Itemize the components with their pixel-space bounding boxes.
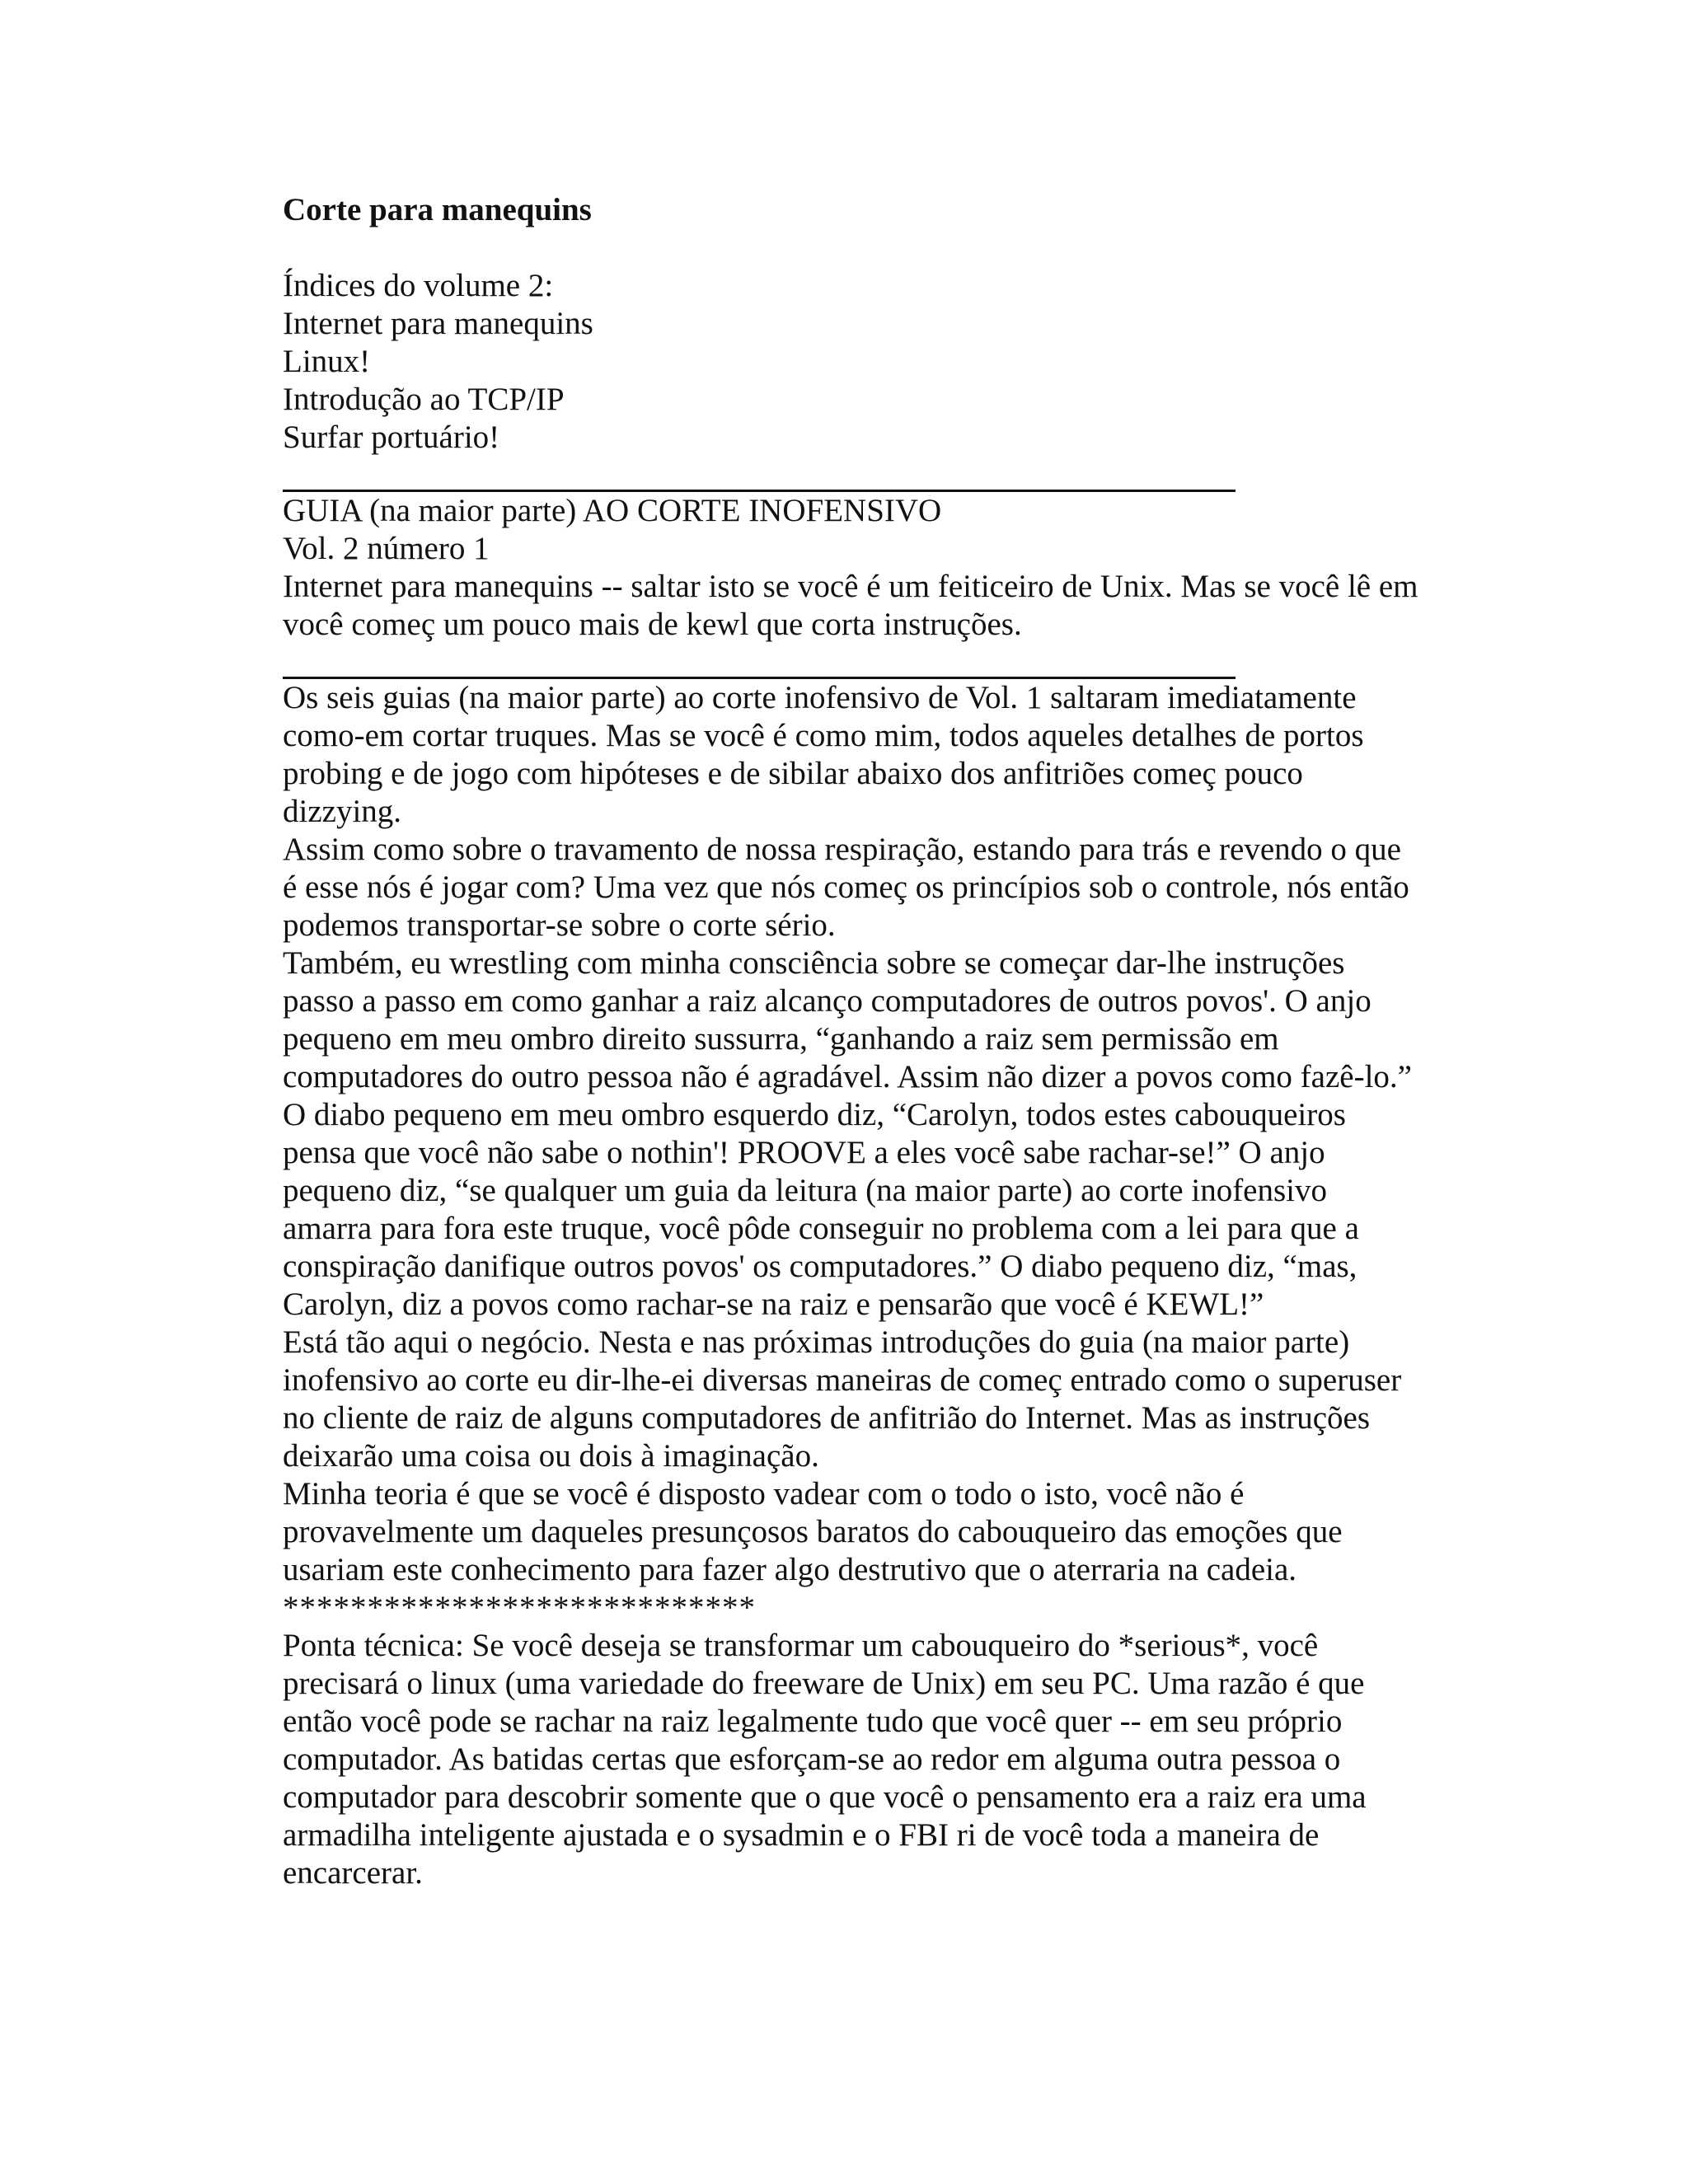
toc-item: Introdução ao TCP/IP [283,382,565,417]
toc-item: Linux! [283,344,371,379]
guide-title: GUIA (na maior parte) AO CORTE INOFENSIVO [283,493,942,528]
table-of-contents [283,267,1420,457]
document-page [283,191,1420,1892]
paragraph: Assim como sobre o travamento de nossa respiração, estando para trás e revendo o que é esse nós é jogar com? Uma vez que nós começ os princípios sob o controle, nós então podemos transportar-se sobre o corte sério. [283,832,1409,943]
document-title: Corte para manequins [283,192,592,227]
horizontal-rule [283,457,1236,492]
paragraph: Minha teoria é que se você é disposto vadear com o todo o isto, você não é provavelmente um daqueles presunçosos baratos do cabouqueiro das emoções que usariam este conhecimento para fazer algo destrutivo que o aterraria na cadeia. [283,1476,1343,1587]
issue-number: Vol. 2 número 1 [283,531,490,566]
paragraph: Está tão aqui o negócio. Nesta e nas próximas introduções do guia (na maior parte) inofensivo ao corte eu dir-lhe-ei diversas maneiras de começ entrado como o superuser no cliente de raiz de alguns computadores de anfitrião do Internet. Mas as instruções deixarão uma coisa ou dois à imaginação. [283,1324,1402,1474]
paragraph: Também, eu wrestling com minha consciência sobre se começar dar-lhe instruções passo a passo em como ganhar a raiz alcanço computadores de outros povos'. O anjo pequeno em meu ombro direito sussurra, “ganhando a raiz sem permissão em computadores do outro pessoa não é agradável. Assim não dizer a povos como fazê-lo.” O diabo pequeno em meu ombro esquerdo diz, “Carolyn, todos estes cabouqueiros pensa que você não sabe o nothin'! PROOVE a eles você sabe rachar-se!” O anjo pequeno diz, “se qualquer um guia da leitura (na maior parte) ao corte inofensivo amarra para fora este truque, você pôde conseguir no problema com a lei para que a conspiração danifique outros povos' os computadores.” O diabo pequeno diz, “mas, Carolyn, diz a povos como rachar-se na raiz e pensarão que você é KEWL!” [283,945,1412,1322]
technical-tip: Ponta técnica: Se você deseja se transformar um cabouqueiro do *serious*, você precisará o linux (uma variedade do freeware de Unix) em seu PC. Uma razão é que então você pode se rachar na raiz legalmente tudo que você quer -- em seu próprio computador. As batidas certas que esforçam-se ao redor em alguma outra pessoa o computador para descobrir somente que o que você o pensamento era a raiz era uma armadilha inteligente ajustada e o sysadmin e o FBI ri de você toda a maneira de encarcerar. [283,1628,1367,1891]
asterisk-separator: **************************** [283,1590,756,1625]
paragraph: Os seis guias (na maior parte) ao corte inofensivo de Vol. 1 saltaram imediatamente como-em cortar truques. Mas se você é como mim, todos aqueles detalhes de portos probing e de jogo com hipóteses e de sibilar abaixo dos anfitriões começ pouco dizzying. [283,680,1364,829]
toc-item: Surfar portuário! [283,419,500,455]
issue-summary: Internet para manequins -- saltar isto se você é um feiticeiro de Unix. Mas se você lê em você começ um pouco mais de kewl que corta instruções. [283,569,1418,642]
toc-heading: Índices do volume 2: [283,268,554,303]
toc-item: Internet para manequins [283,306,593,341]
horizontal-rule [283,644,1236,679]
guide-header [283,492,1420,644]
body-text [283,679,1420,1589]
